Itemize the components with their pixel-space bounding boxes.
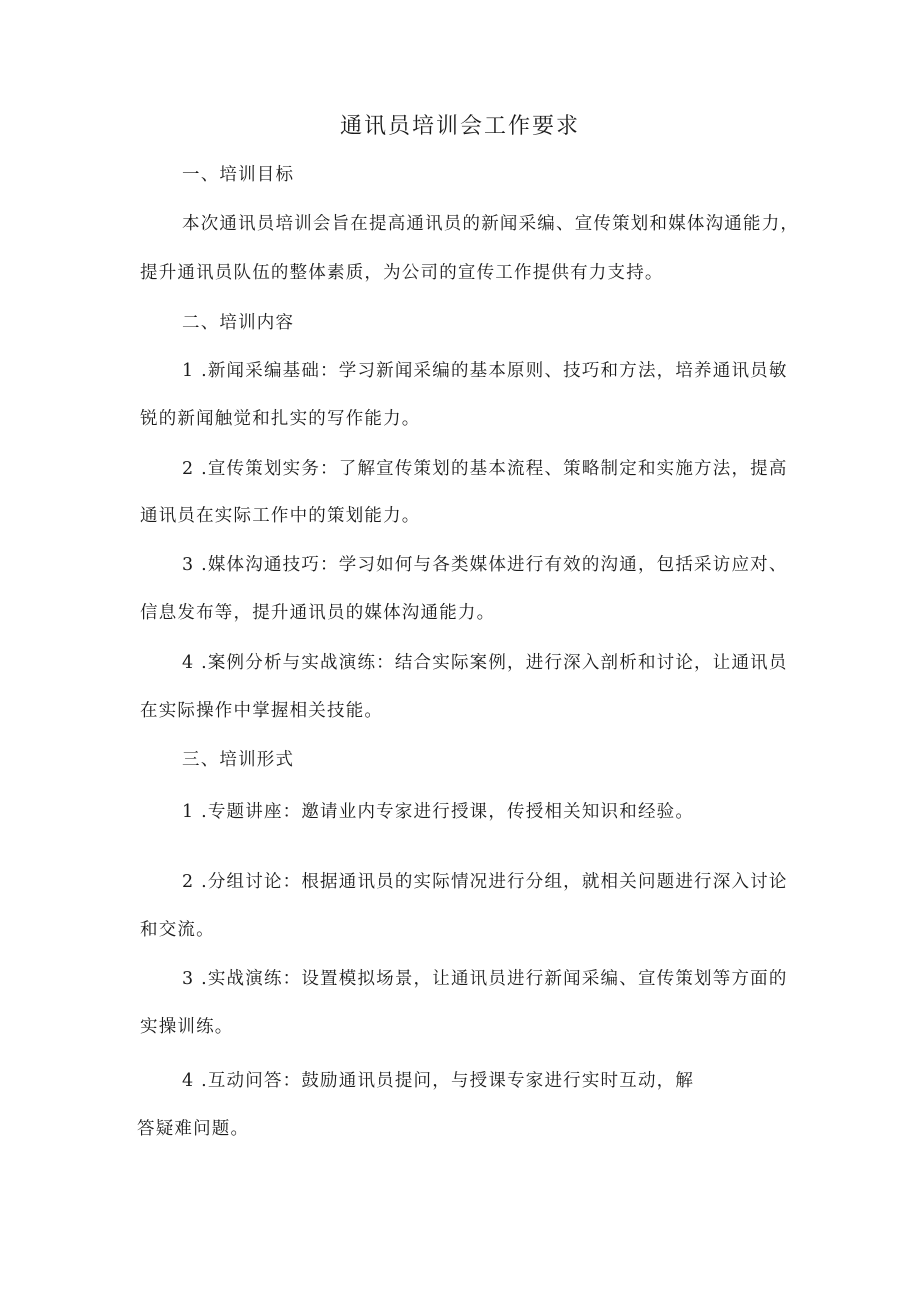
list-item-line: 1 .专题讲座：邀请业内专家进行授课，传授相关知识和经验。 bbox=[182, 802, 695, 822]
list-item-line: 3 .媒体沟通技巧：学习如何与各类媒体进行有效的沟通，包括采访应对、 bbox=[182, 555, 788, 575]
list-item-line: 和交流。 bbox=[140, 920, 215, 940]
list-item-line: 在实际操作中掌握相关技能。 bbox=[140, 701, 384, 721]
section-heading-content: 二、培训内容 bbox=[182, 313, 295, 333]
list-item-line: 锐的新闻触觉和扎实的写作能力。 bbox=[140, 409, 421, 429]
list-item-line: 4 .互动问答：鼓励通讯员提问，与授课专家进行实时互动，解 bbox=[182, 1071, 695, 1091]
list-item-line: 2 .分组讨论：根据通讯员的实际情况进行分组，就相关问题进行深入讨论 bbox=[182, 872, 788, 892]
list-item-line: 3 .实战演练：设置模拟场景，让通讯员进行新闻采编、宣传策划等方面的 bbox=[182, 969, 788, 989]
list-item-line: 1 .新闻采编基础：学习新闻采编的基本原则、技巧和方法，培养通讯员敏 bbox=[182, 361, 788, 381]
paragraph-line: 提升通讯员队伍的整体素质，为公司的宣传工作提供有力支持。 bbox=[140, 263, 664, 283]
list-item-line: 2 .宣传策划实务：了解宣传策划的基本流程、策略制定和实施方法，提高 bbox=[182, 459, 788, 479]
list-item-line: 实操训练。 bbox=[140, 1017, 234, 1037]
list-item-line: 信息发布等，提升通讯员的媒体沟通能力。 bbox=[140, 603, 496, 623]
document-title: 通讯员培训会工作要求 bbox=[339, 114, 580, 139]
section-heading-format: 三、培训形式 bbox=[182, 750, 295, 770]
list-item-line: 通讯员在实际工作中的策划能力。 bbox=[140, 506, 421, 526]
section-heading-goals: 一、培训目标 bbox=[182, 165, 295, 185]
list-item-line: 4 .案例分析与实战演练：结合实际案例，进行深入剖析和讨论，让通讯员 bbox=[182, 653, 788, 673]
paragraph-line: 本次通讯员培训会旨在提高通讯员的新闻采编、宣传策划和媒体沟通能力， bbox=[182, 214, 800, 234]
list-item-line: 答疑难问题。 bbox=[137, 1119, 250, 1139]
